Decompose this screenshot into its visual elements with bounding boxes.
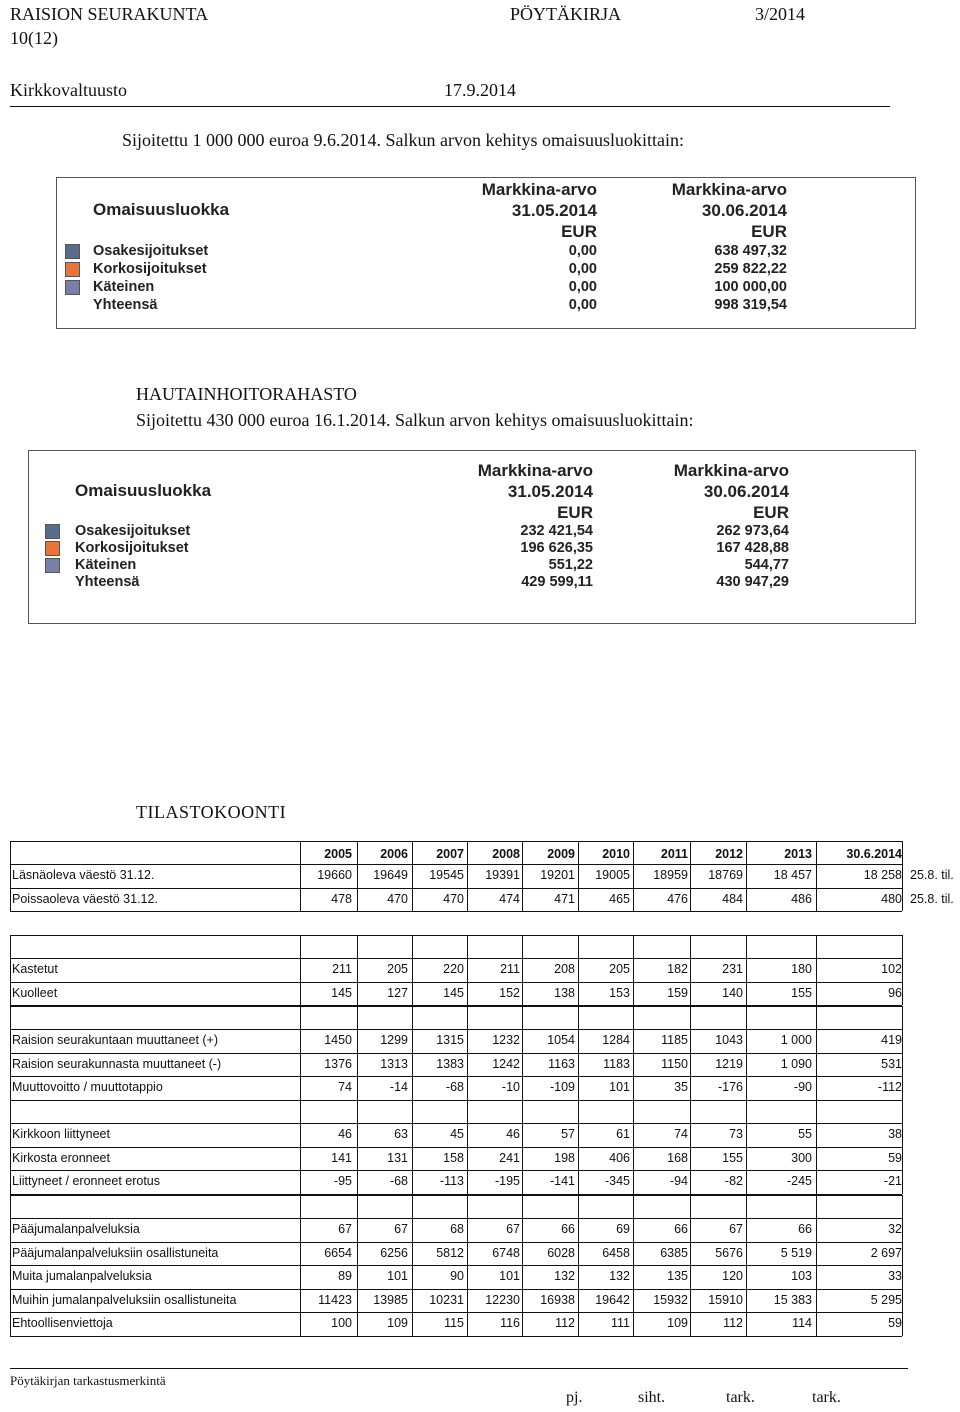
stat-cell: 12230 <box>485 1292 520 1307</box>
stat-cell: -95 <box>333 1174 352 1189</box>
stat-cell: 116 <box>500 1316 520 1331</box>
legend-swatch-kateinen <box>45 558 60 573</box>
group-spacer-top <box>10 1100 902 1101</box>
stat-cell: 484 <box>722 891 743 906</box>
stat-cell: 90 <box>450 1269 464 1284</box>
stat-cell: 208 <box>554 962 575 976</box>
stat-cell: 406 <box>609 1150 630 1165</box>
stat-cell: 15932 <box>653 1292 688 1307</box>
year-header: 30.6.2014 <box>846 847 902 861</box>
stat-cell: 5812 <box>436 1245 464 1260</box>
stat-cell: 18 258 <box>863 868 902 882</box>
stat-cell: 18959 <box>653 868 688 882</box>
stat-cell: 18769 <box>708 868 743 882</box>
portfolio-2-total-label: Yhteensä <box>75 574 140 590</box>
stat-cell: 5 519 <box>780 1245 812 1260</box>
stat-cell: -21 <box>883 1174 902 1189</box>
row-line <box>10 1076 902 1077</box>
portfolio-1-row-v1: 0,00 <box>568 261 597 277</box>
portfolio-1-col2-h3: EUR <box>751 222 787 241</box>
column-divider <box>816 935 817 1005</box>
stat-cell: 135 <box>667 1269 688 1284</box>
stat-cell: 1299 <box>380 1033 408 1047</box>
year-header: 2006 <box>380 847 408 861</box>
stat-cell: 19201 <box>540 868 575 882</box>
row-line <box>10 1312 902 1313</box>
portfolio-table-2 <box>28 450 916 624</box>
legend-swatch-osakesijoitukset <box>65 244 80 259</box>
stat-cell: 101 <box>609 1080 630 1095</box>
stat-cell: -345 <box>604 1174 630 1189</box>
portfolio-1-row-v1: 0,00 <box>568 279 597 295</box>
stat-cell: 112 <box>723 1316 743 1331</box>
portfolio-2-row-v1: 232 421,54 <box>520 523 593 539</box>
stat-cell: 182 <box>667 962 688 976</box>
stat-cell: 6385 <box>660 1245 688 1260</box>
stat-cell: 6256 <box>380 1245 408 1260</box>
stat-cell: 155 <box>791 985 812 1000</box>
stat-cell: 1232 <box>492 1033 520 1047</box>
stat-cell: 100 <box>331 1316 352 1331</box>
stat-cell: 1219 <box>715 1056 743 1071</box>
stat-cell: 10231 <box>429 1292 464 1307</box>
stat-cell: 1376 <box>324 1056 352 1071</box>
portfolio-1-col1-h1: Markkina-arvo <box>481 180 597 199</box>
stat-cell: 470 <box>387 891 408 906</box>
year-header: 2011 <box>660 847 688 861</box>
stat-cell: 67 <box>729 1222 743 1236</box>
stat-cell: 168 <box>667 1150 688 1165</box>
row-line <box>10 1029 902 1030</box>
row-line <box>10 1336 902 1337</box>
portfolio-2-col2-h2: 30.06.2014 <box>703 482 789 501</box>
group-spacer-top <box>10 935 902 936</box>
stat-cell: 15 383 <box>773 1292 812 1307</box>
stat-row-label: Muuttovoitto / muuttotappio <box>12 1080 163 1095</box>
group-spacer-top <box>10 1006 902 1007</box>
stat-row-label: Pääjumalanpalveluksiin osallistuneita <box>12 1245 219 1260</box>
stat-row-label: Raision seurakuntaan muuttaneet (+) <box>12 1033 219 1047</box>
stat-cell: 73 <box>729 1127 743 1141</box>
stat-cell: 38 <box>888 1127 902 1141</box>
stat-cell: 211 <box>500 962 520 976</box>
stat-cell: 15910 <box>708 1292 743 1307</box>
row-line <box>10 1170 902 1171</box>
stat-cell: 145 <box>443 985 464 1000</box>
footer-rule <box>10 1368 908 1369</box>
stat-cell: 1054 <box>547 1033 575 1047</box>
stat-cell: 470 <box>443 891 464 906</box>
stat-cell: 138 <box>554 985 575 1000</box>
stat-cell: -68 <box>389 1174 408 1189</box>
stat-cell: 19545 <box>429 868 464 882</box>
stat-cell: 131 <box>387 1150 408 1165</box>
row-line <box>10 1147 902 1148</box>
stat-cell: 103 <box>791 1269 812 1284</box>
stat-cell: 112 <box>555 1316 575 1331</box>
stat-cell: 1043 <box>715 1033 743 1047</box>
stat-cell: 155 <box>722 1150 743 1165</box>
portfolio-1-col2-h1: Markkina-arvo <box>671 180 787 199</box>
stat-cell: 1242 <box>492 1056 520 1071</box>
stat-cell: 46 <box>506 1127 520 1141</box>
stat-row-label: Kirkkoon liittyneet <box>12 1127 110 1141</box>
stat-row-label: Poissaoleva väestö 31.12. <box>12 891 158 906</box>
legend-swatch-korkosijoitukset <box>65 262 80 277</box>
column-divider <box>10 935 11 1005</box>
stat-cell: 114 <box>792 1316 812 1331</box>
stat-cell: -195 <box>494 1174 520 1189</box>
doc-type: PÖYTÄKIRJA <box>510 4 622 24</box>
year-header: 2008 <box>492 847 520 861</box>
stat-cell: 59 <box>888 1150 902 1165</box>
doc-number: 3/2014 <box>755 4 806 24</box>
meeting-body: Kirkkovaltuusto <box>10 80 127 100</box>
stat-cell: 19391 <box>485 868 520 882</box>
stat-cell: 132 <box>609 1269 630 1284</box>
row-line <box>10 864 902 865</box>
stat-cell: 96 <box>888 985 902 1000</box>
stat-row-note: 25.8. til. <box>910 868 954 882</box>
stat-cell: 158 <box>443 1150 464 1165</box>
portfolio-2-col2-h1: Markkina-arvo <box>673 461 789 480</box>
stat-cell: 111 <box>610 1316 630 1331</box>
year-header: 2013 <box>784 847 812 861</box>
stat-cell: 132 <box>554 1269 575 1284</box>
stat-row-label: Ehtoollisenviettoja <box>12 1316 113 1331</box>
portfolio-1-col1-h2: 31.05.2014 <box>511 201 597 220</box>
header-rule <box>10 106 890 107</box>
row-line <box>10 911 902 912</box>
stat-row-note: 25.8. til. <box>910 891 954 906</box>
stat-cell: 486 <box>791 891 812 906</box>
stat-row-label: Muihin jumalanpalveluksiin osallistuneita <box>12 1292 237 1307</box>
stat-cell: 478 <box>331 891 352 906</box>
stat-cell: -141 <box>549 1174 575 1189</box>
portfolio-1-total-v2: 998 319,54 <box>714 297 787 313</box>
stat-cell: 465 <box>609 891 630 906</box>
stat-cell: 480 <box>881 891 902 906</box>
stat-cell: -14 <box>389 1080 408 1095</box>
footer-mark-tark-2: tark. <box>812 1389 841 1406</box>
stat-cell: 74 <box>338 1080 352 1095</box>
stat-cell: 5676 <box>715 1245 743 1260</box>
stat-cell: -10 <box>501 1080 520 1095</box>
stat-cell: 74 <box>674 1127 688 1141</box>
section1-intro: Sijoitettu 1 000 000 euroa 9.6.2014. Salkun arvon kehitys omaisuusluokittain: <box>122 130 684 150</box>
stat-cell: 1 000 <box>780 1033 812 1047</box>
stat-cell: 1 090 <box>780 1056 812 1071</box>
stats-heading: TILASTOKOONTI <box>136 802 287 822</box>
portfolio-2-total-v2: 430 947,29 <box>716 574 789 590</box>
portfolio-1-col1-h3: EUR <box>561 222 597 241</box>
stat-cell: 67 <box>506 1222 520 1236</box>
column-divider <box>902 935 903 1005</box>
stat-cell: 66 <box>561 1222 575 1236</box>
stat-cell: 205 <box>387 962 408 976</box>
stat-cell: 1284 <box>602 1033 630 1047</box>
stat-cell: 153 <box>609 985 630 1000</box>
stat-cell: 45 <box>450 1127 464 1141</box>
footer-mark-pj: pj. <box>566 1389 583 1406</box>
stat-cell: 211 <box>332 962 352 976</box>
stat-cell: 220 <box>443 962 464 976</box>
stat-cell: 63 <box>394 1127 408 1141</box>
stat-cell: -112 <box>877 1080 902 1095</box>
page-number: 10(12) <box>10 28 58 48</box>
stat-row-label: Kirkosta eronneet <box>12 1150 110 1165</box>
row-line <box>10 982 902 983</box>
stat-cell: 19660 <box>317 868 352 882</box>
stat-row-label: Muita jumalanpalveluksia <box>12 1269 152 1284</box>
stat-row-label: Raision seurakunnasta muuttaneet (-) <box>12 1056 222 1071</box>
portfolio-2-row-v1: 551,22 <box>548 557 593 573</box>
stat-cell: -90 <box>793 1080 812 1095</box>
portfolio-1-row-label: Käteinen <box>93 279 155 295</box>
stat-cell: 231 <box>722 962 743 976</box>
portfolio-2-row-label: Käteinen <box>75 557 137 573</box>
stat-cell: 61 <box>616 1127 630 1141</box>
meeting-date: 17.9.2014 <box>444 80 516 100</box>
stat-cell: 198 <box>554 1150 575 1165</box>
stat-cell: 46 <box>338 1127 352 1141</box>
stat-cell: -94 <box>669 1174 688 1189</box>
stat-cell: 1185 <box>661 1033 688 1047</box>
stat-cell: 6458 <box>602 1245 630 1260</box>
year-header: 2007 <box>436 847 464 861</box>
legend-swatch-korkosijoitukset <box>45 541 60 556</box>
portfolio-2-row-v2: 262 973,64 <box>716 523 789 539</box>
stat-cell: 141 <box>331 1150 352 1165</box>
org-name: RAISION SEURAKUNTA <box>10 4 209 24</box>
stat-cell: -109 <box>549 1080 575 1095</box>
stat-cell: 1183 <box>603 1056 630 1071</box>
stat-cell: -245 <box>786 1174 812 1189</box>
stat-cell: 205 <box>609 962 630 976</box>
stat-cell: 13985 <box>373 1292 408 1307</box>
stat-cell: 11423 <box>318 1292 352 1307</box>
stat-cell: 145 <box>331 985 352 1000</box>
stat-cell: 19642 <box>595 1292 630 1307</box>
portfolio-1-row-v2: 100 000,00 <box>714 279 787 295</box>
column-divider <box>902 1195 903 1336</box>
portfolio-1-row-v2: 259 822,22 <box>714 261 787 277</box>
stat-cell: 66 <box>674 1222 688 1236</box>
stat-cell: 89 <box>338 1269 352 1284</box>
stat-cell: 6028 <box>547 1245 575 1260</box>
legend-swatch-osakesijoitukset <box>45 524 60 539</box>
stat-cell: 159 <box>667 985 688 1000</box>
stat-cell: 1315 <box>436 1033 464 1047</box>
stat-row-label: Kuolleet <box>12 985 58 1000</box>
row-line <box>10 1218 902 1219</box>
stat-cell: 101 <box>499 1269 520 1284</box>
stat-cell: 19649 <box>373 868 408 882</box>
stat-cell: 55 <box>798 1127 812 1141</box>
stat-cell: -82 <box>724 1174 743 1189</box>
stat-cell: 57 <box>561 1127 575 1141</box>
portfolio-2-row-label: Osakesijoitukset <box>75 523 191 539</box>
portfolio-2-col2-h3: EUR <box>753 503 789 522</box>
stat-row-label: Liittyneet / eronneet erotus <box>12 1174 161 1189</box>
stat-cell: 300 <box>791 1150 812 1165</box>
year-header: 2010 <box>602 847 630 861</box>
stat-cell: 59 <box>888 1316 902 1331</box>
portfolio-1-total-v1: 0,00 <box>568 297 597 313</box>
section2-heading: HAUTAINHOITORAHASTO <box>136 384 357 404</box>
stat-cell: 180 <box>791 962 812 976</box>
row-line <box>10 958 902 959</box>
column-divider <box>902 841 903 911</box>
footer-mark-tark-1: tark. <box>726 1389 755 1406</box>
stat-cell: 18 457 <box>773 868 812 882</box>
stat-cell: 19005 <box>595 868 630 882</box>
portfolio-1-row-v1: 0,00 <box>568 243 597 259</box>
group-spacer-top <box>10 1195 902 1196</box>
stat-cell: 474 <box>499 891 520 906</box>
row-line <box>10 888 902 889</box>
portfolio-2-row-v1: 196 626,35 <box>520 540 593 556</box>
stat-cell: 6654 <box>324 1245 352 1260</box>
stat-cell: 102 <box>881 962 902 976</box>
stat-cell: 476 <box>667 891 688 906</box>
stat-cell: 16938 <box>540 1292 575 1307</box>
group-spacer-top <box>10 841 902 842</box>
row-line <box>10 1289 902 1290</box>
stat-cell: 1313 <box>380 1056 408 1071</box>
stat-cell: 140 <box>722 985 743 1000</box>
stat-cell: 127 <box>387 985 408 1000</box>
stat-cell: 33 <box>888 1269 902 1284</box>
stat-cell: 1163 <box>548 1056 575 1071</box>
stat-cell: 101 <box>387 1269 408 1284</box>
stat-cell: 109 <box>387 1316 408 1331</box>
column-divider <box>902 1100 903 1194</box>
stat-cell: 69 <box>616 1222 630 1236</box>
section2-intro: Sijoitettu 430 000 euroa 16.1.2014. Salkun arvon kehitys omaisuusluokittain: <box>136 410 694 430</box>
stat-cell: 67 <box>338 1222 352 1236</box>
column-divider <box>746 841 747 911</box>
portfolio-2-col1-h3: EUR <box>557 503 593 522</box>
year-header: 2012 <box>715 847 743 861</box>
row-line <box>10 1123 902 1124</box>
portfolio-2-col1-h1: Markkina-arvo <box>477 461 593 480</box>
stat-cell: 68 <box>450 1222 464 1236</box>
portfolio-2-row-v2: 544,77 <box>744 557 789 573</box>
portfolio-2-row-label: Korkosijoitukset <box>75 540 189 556</box>
column-divider <box>10 841 11 911</box>
portfolio-1-total-label: Yhteensä <box>93 297 158 313</box>
footer-label: Pöytäkirjan tarkastusmerkintä <box>10 1373 166 1388</box>
stat-cell: 35 <box>674 1080 688 1095</box>
stat-cell: -176 <box>717 1080 743 1095</box>
stat-cell: 1450 <box>324 1033 352 1047</box>
legend-swatch-kateinen <box>65 280 80 295</box>
portfolio-2-row-v2: 167 428,88 <box>716 540 789 556</box>
footer-mark-siht: siht. <box>638 1389 666 1406</box>
stat-row-label: Kastetut <box>12 962 58 976</box>
stat-cell: 2 697 <box>870 1245 902 1260</box>
stat-cell: 471 <box>554 891 575 906</box>
portfolio-2-title: Omaisuusluokka <box>75 481 212 500</box>
portfolio-2-col1-h2: 31.05.2014 <box>507 482 593 501</box>
stat-cell: -113 <box>439 1174 464 1189</box>
portfolio-1-row-v2: 638 497,32 <box>714 243 787 259</box>
stat-cell: 1383 <box>436 1056 464 1071</box>
stat-cell: 241 <box>499 1150 520 1165</box>
portfolio-1-title: Omaisuusluokka <box>93 200 230 219</box>
stat-cell: 66 <box>798 1222 812 1236</box>
stat-cell: -68 <box>445 1080 464 1095</box>
stat-cell: 5 295 <box>870 1292 902 1307</box>
stat-cell: 115 <box>444 1316 464 1331</box>
row-line <box>10 1265 902 1266</box>
stat-cell: 531 <box>881 1056 902 1071</box>
portfolio-table-1 <box>56 177 916 329</box>
stat-cell: 120 <box>722 1269 743 1284</box>
column-divider <box>816 841 817 911</box>
year-header: 2005 <box>324 847 352 861</box>
column-divider <box>746 935 747 1005</box>
stat-row-label: Läsnäoleva väestö 31.12. <box>12 868 155 882</box>
portfolio-1-row-label: Korkosijoitukset <box>93 261 207 277</box>
stat-cell: 6748 <box>492 1245 520 1260</box>
stat-cell: 67 <box>394 1222 408 1236</box>
portfolio-2-total-v1: 429 599,11 <box>521 574 593 590</box>
portfolio-1-col2-h2: 30.06.2014 <box>701 201 787 220</box>
year-header: 2009 <box>547 847 575 861</box>
row-line <box>10 1053 902 1054</box>
stat-cell: 1150 <box>661 1056 688 1071</box>
stat-cell: 152 <box>499 985 520 1000</box>
stat-cell: 32 <box>888 1222 902 1236</box>
stat-cell: 109 <box>667 1316 688 1331</box>
row-line <box>10 1242 902 1243</box>
portfolio-1-row-label: Osakesijoitukset <box>93 243 209 259</box>
stat-row-label: Pääjumalanpalveluksia <box>12 1222 140 1236</box>
stat-cell: 419 <box>881 1033 902 1047</box>
column-divider <box>902 1006 903 1100</box>
